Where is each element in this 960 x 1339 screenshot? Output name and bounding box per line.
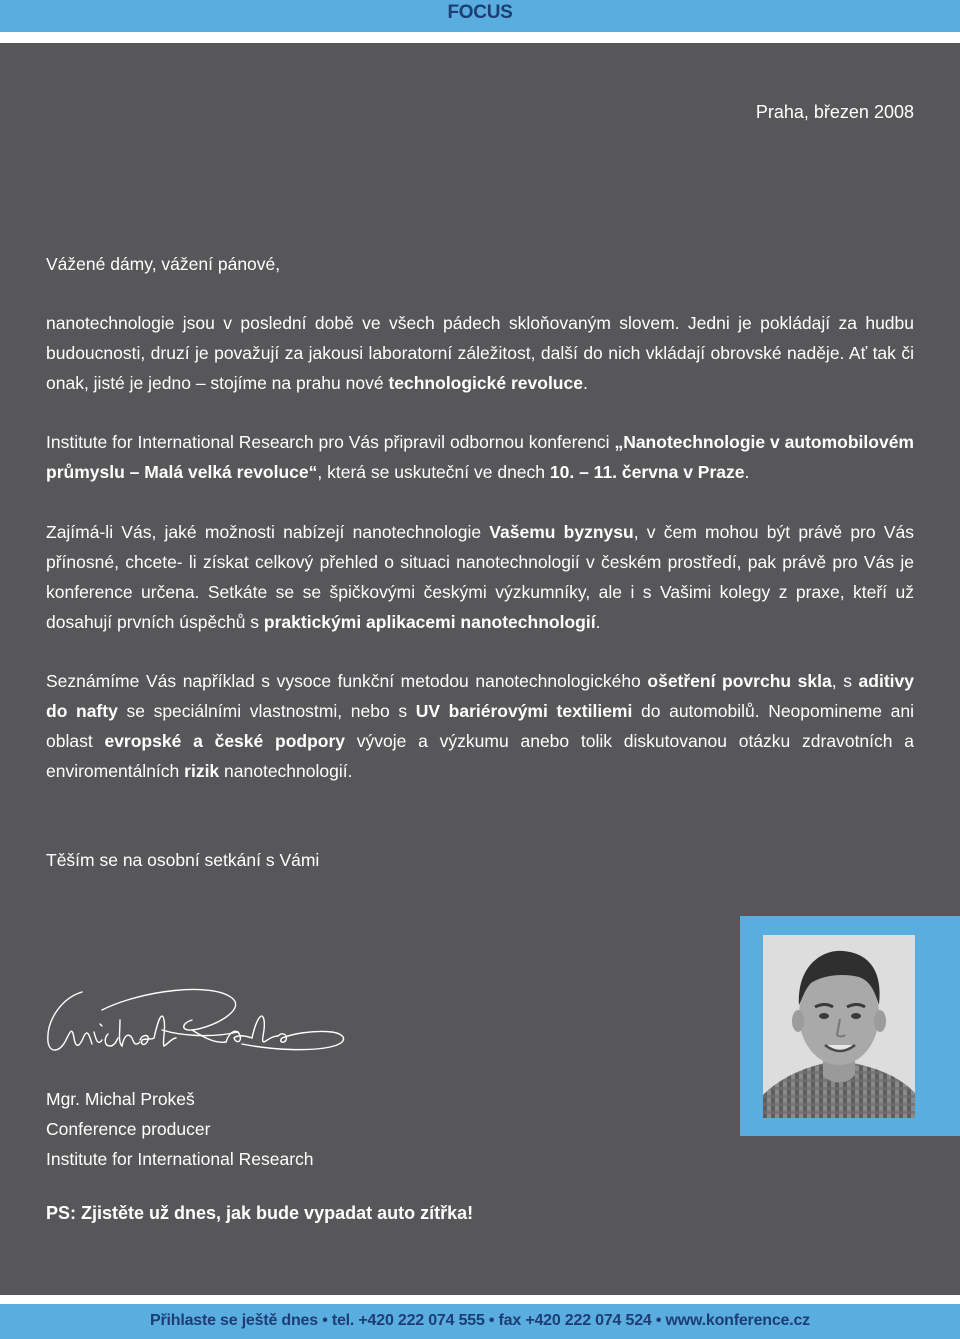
conference-name: „Nanotechnologie v automobilovém průmyslu – Malá velká revoluce“ [46,432,914,482]
sender-role: Conference producer [46,1119,211,1139]
footer-contact: Přihlaste se ještě dnes • tel. +420 222 074 555 • fax +420 222 074 524 • www.konference.cz [150,1312,810,1329]
highlight-text: Vašemu byznysu [489,522,634,542]
highlight-text: rizik [184,761,220,781]
section-title: FOCUS [447,2,513,23]
letter-greeting: Vážené dámy, vážení pánové, [46,254,281,274]
highlight-text: aditivy do nafty [46,671,914,721]
paragraph-conference: Institute for International Research pro Vás připravil odbornou konferenci „Nanotechnologie v automobilovém průmyslu – Malá velká revoluce“, která se uskuteční ve dnech 10. – 11. června v Praze. [46,432,914,482]
highlight-text: evropské a české podpory [104,731,346,751]
highlight-text: praktickými aplikacemi nanotechnologií [263,612,596,632]
postscript: PS: Zjistěte už dnes, jak bude vypadat auto zítřka! [46,1203,474,1223]
highlight-text: ošetření povrchu skla [647,671,832,691]
highlight-text: technologické revoluce [388,373,583,393]
paragraph-topics: Seznámíme Vás například s vysoce funkční metodou nanotechnologického ošetření povrchu skla, s aditivy do nafty se speciálními vlastnostmi, nebo s UV bariérovými textiliemi do automobilů. Neopomineme ani oblast evropské a české podpory vývoje a výzkumu anebo tolik diskutovanou otázku zdravotních a enviromentálních rizik nanotechnologií. [46,671,915,781]
paragraph-benefits: Zajímá-li Vás, jaké možnosti nabízejí nanotechnologie Vašemu byznysu, v čem mohou být právě pro Vás přínosné, chcete- li získat celkový přehled o situaci nanotechnologií v českém prostředí, pak právě pro Vás je konference určena. Setkáte se se špičkovými českými výzkumníky, ale i s Vašimi kolegy z praxe, kteří už dosahují prvních úspěchů s praktickými aplikacemi nanotechnologií. [46,522,914,632]
highlight-text: UV bariérovými textiliemi [415,701,633,721]
letter-date: Praha, březen 2008 [755,102,914,122]
sender-organization: Institute for International Research [46,1149,314,1169]
sender-name: Mgr. Michal Prokeš [46,1089,195,1109]
portrait-photo [763,935,915,1118]
letter-closing: Těším se na osobní setkání s Vámi [46,850,320,870]
paragraph-intro: nanotechnologie jsou v poslední době ve všech pádech skloňovaným slovem. Jedni je pokládají za hudbu budoucnosti, druzí je považují za jakousi laboratorní záležitost, další do nich vkládají obrovské naděje. Ať tak či onak, jisté je jedno – stojíme na prahu nové technologické revoluce. [46,313,914,393]
conference-date: 10. – 11. června v Praze [549,462,745,482]
handwritten-signature [42,980,352,1065]
